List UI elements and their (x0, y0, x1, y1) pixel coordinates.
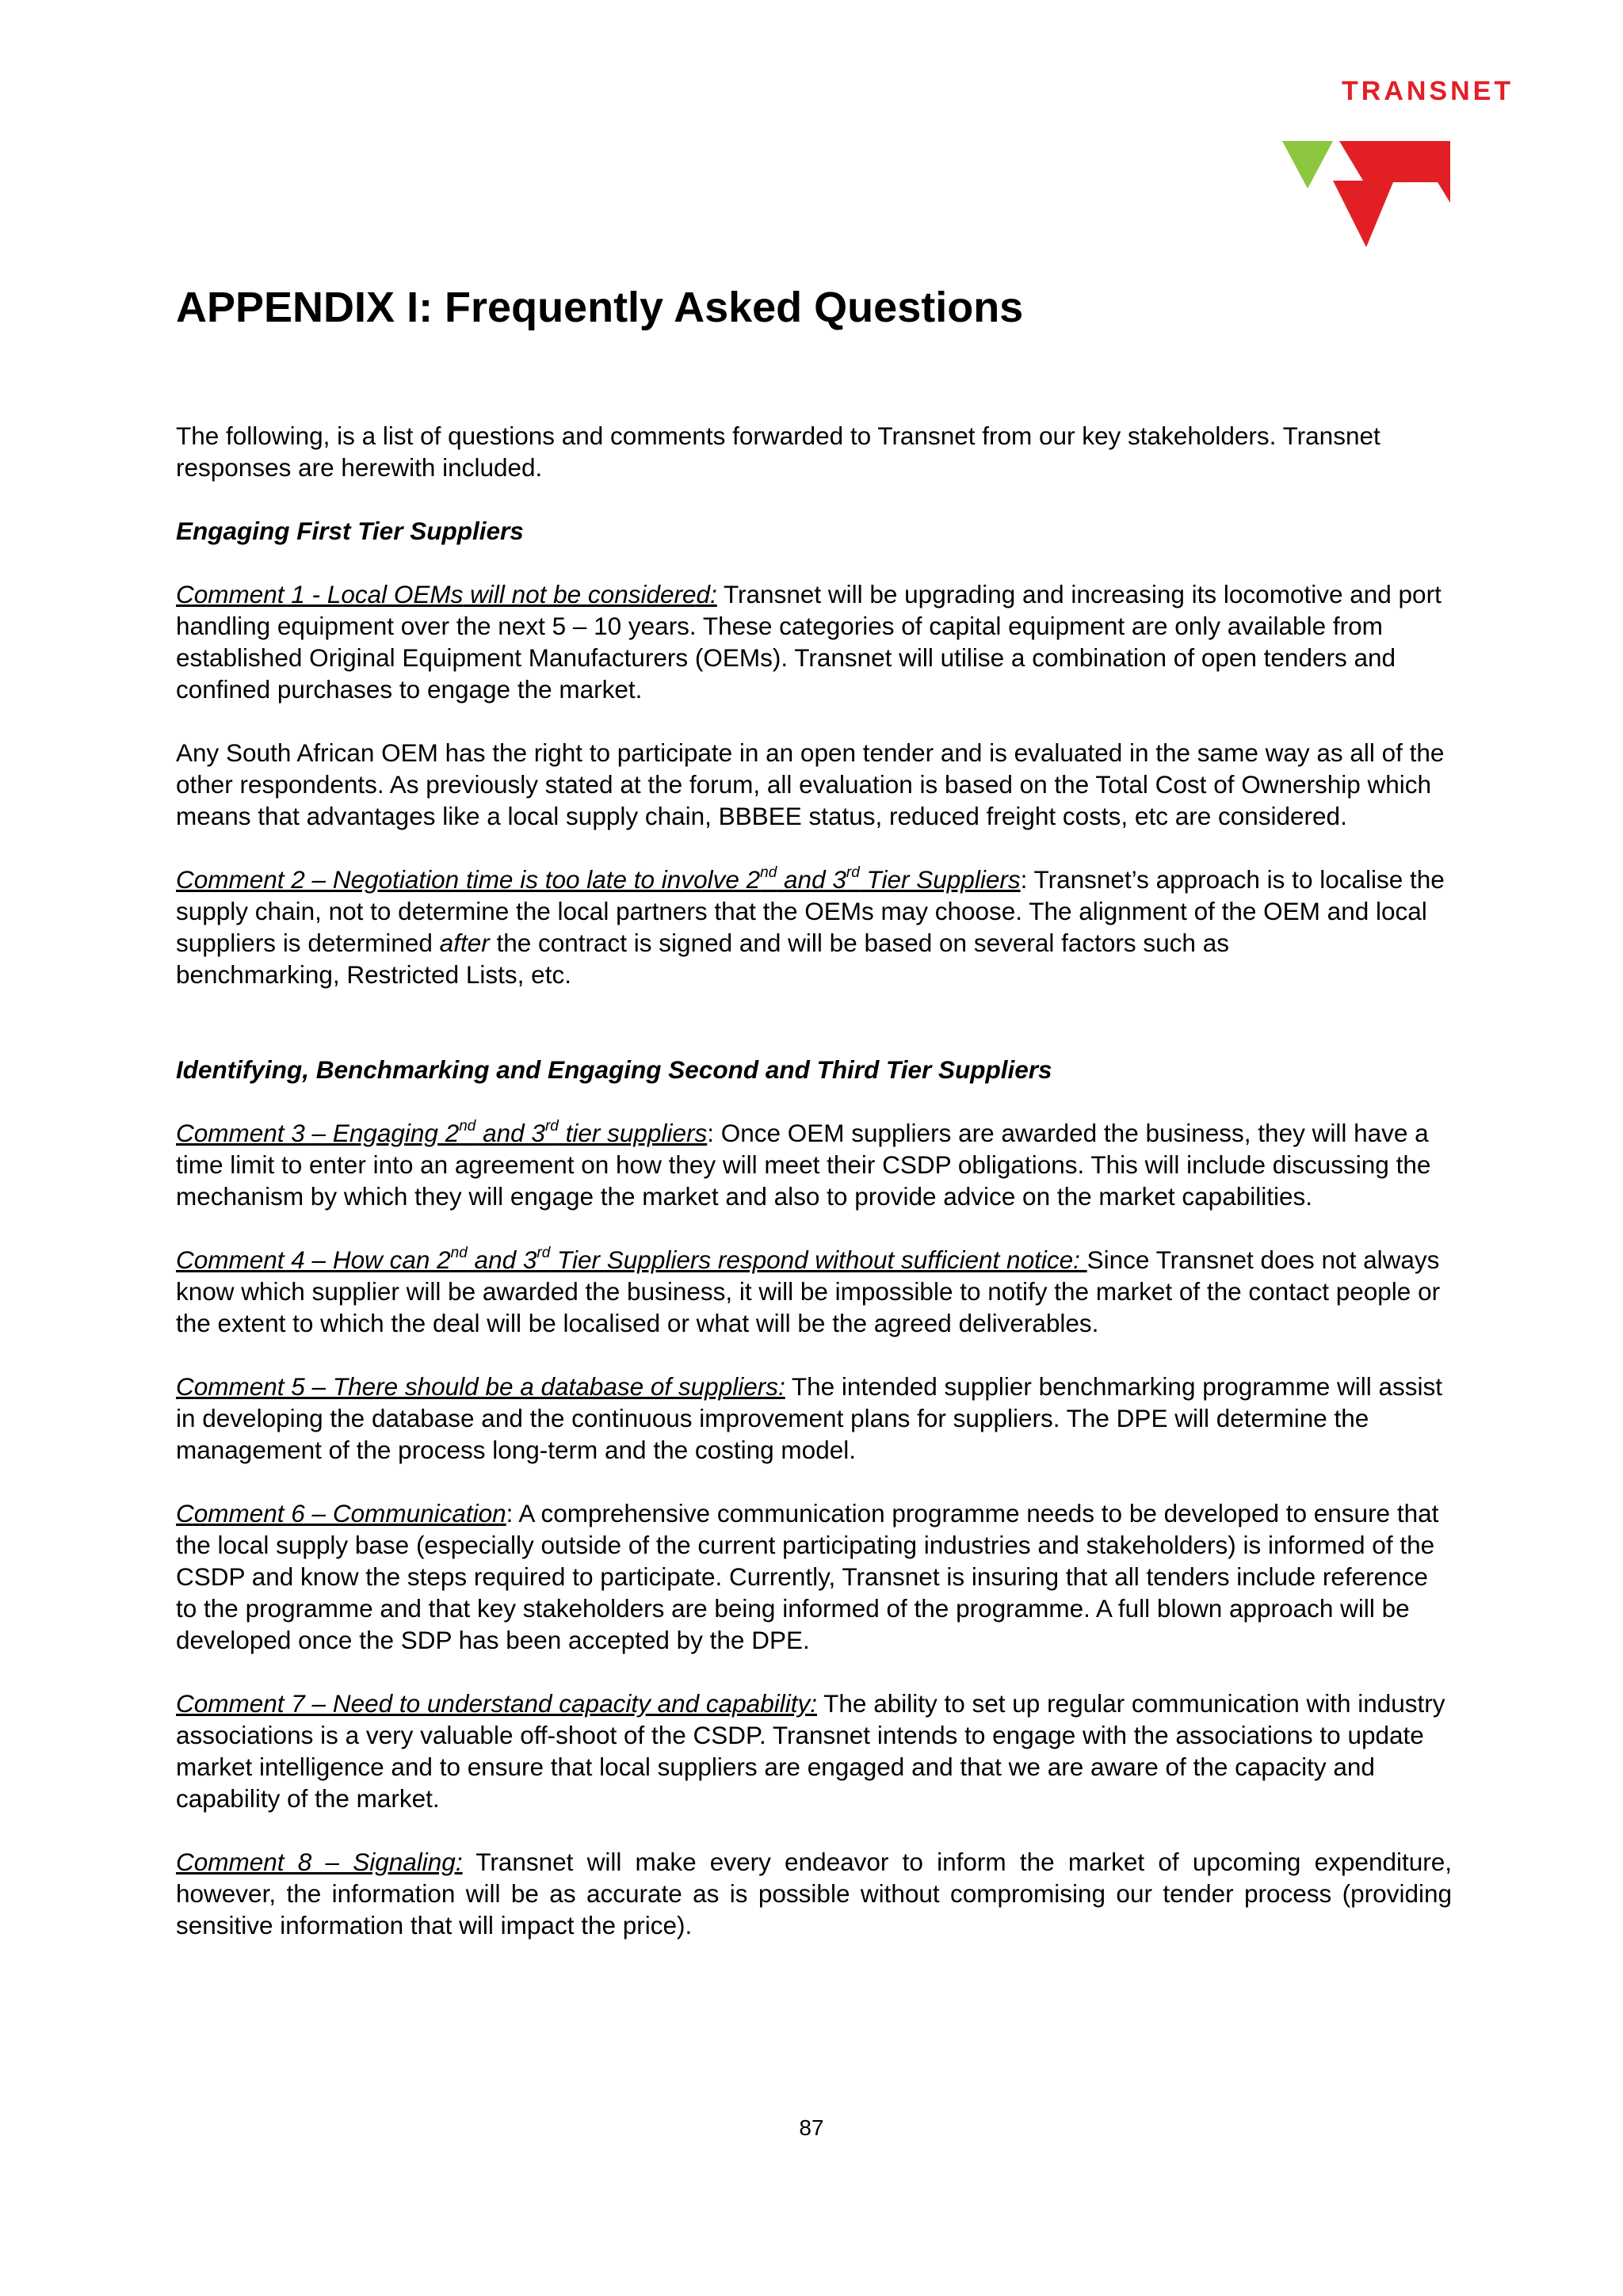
comment-8-text: Transnet will make every endeavor to inform the market of upcoming expenditure, however, the information will be as accurate as is possible without compromising our tender process (providing sensitive information that will impact the price). (176, 1848, 1453, 1939)
comment-3 (176, 1117, 1452, 1212)
comment-4-label (176, 1245, 1087, 1274)
comment-7-text: The ability to set up regular communication with industry associations is a very valuable off-shoot of the CSDP. Transnet intends to engage with the associations to update market intelligence and to ensure that local suppliers are engaged and that we are aware of the capacity and capability of the market. (176, 1689, 1445, 1813)
comment-2-text-b: the contract is signed and will be based on several factors such as (489, 929, 1229, 957)
intro-paragraph: The following, is a list of questions and comments forwarded to Transnet from our key stakeholders. Transnet responses are herewith included. (176, 421, 1381, 482)
comment-3-sup-a: nd (459, 1118, 476, 1135)
comment-6 (176, 1497, 1452, 1656)
comment-1-label: Comment 1 - Local OEMs will not be considered: (176, 580, 717, 608)
comment-2-label (176, 865, 1021, 894)
section-heading-first-tier: Engaging First Tier Suppliers (176, 517, 524, 545)
comment-3-label-b: and 3 (475, 1119, 545, 1147)
comment-7 (176, 1688, 1452, 1814)
comment-3-text: : Once OEM suppliers are awarded the business, they will have a time limit to enter into an agreement on how they will meet their CSDP obligations. This will include discussing the mechanism by which they will engage the market and also to provide advice on the market capabilities. (176, 1119, 1431, 1211)
comment-4-text: Since Transnet does not always know which supplier will be awarded the business, it will be impossible to notify the market of the contact people or the extent to which the deal will be localised or what will be the agreed deliverables. (176, 1245, 1441, 1337)
transnet-wordmark: TRANSNET (1342, 76, 1514, 106)
comment-2-label-a: Comment 2 – Negotiation time is too late to involve 2 (176, 865, 761, 894)
comment-2-emphasis: after (439, 929, 490, 957)
comment-3-label-c: tier suppliers (558, 1119, 708, 1147)
comment-8 (176, 1846, 1452, 1941)
logo-red-shape (1333, 141, 1450, 247)
comment-4 (176, 1244, 1452, 1339)
section-heading-second-third-tier: Identifying, Benchmarking and Engaging Second and Third Tier Suppliers (176, 1055, 1052, 1084)
comment-3-label-a: Comment 3 – Engaging 2 (176, 1119, 460, 1147)
comment-3-sup-b: rd (544, 1118, 559, 1135)
comment-6-text: : A comprehensive communication programme needs to be developed to ensure that the local supply base (especially outside of the current participating industries and stakeholders) is informed of the CSDP and know the steps required to participate. Currently, Transnet is insuring that all tenders include reference to the programme and that key stakeholders are being informed of the programme. A full blown approach will be developed once the SDP has been accepted by the DPE. (176, 1499, 1439, 1654)
main-content (176, 279, 1452, 1973)
comment-2-label-c: Tier Suppliers (859, 865, 1021, 894)
comment-4-sup-a: nd (450, 1245, 468, 1261)
logo-green-triangle (1282, 141, 1333, 189)
comment-2-sup-b: rd (846, 864, 860, 881)
page-title: APPENDIX I: Frequently Asked Questions (176, 284, 1024, 331)
comment-4-sup-b: rd (537, 1245, 551, 1261)
comment-4-label-a: Comment 4 – How can 2 (176, 1245, 451, 1274)
comment-7-label: Comment 7 – Need to understand capacity and capability: (176, 1689, 817, 1718)
comment-2-text-c: benchmarking, Restricted Lists, etc. (176, 960, 571, 989)
comment-1-paragraph-2: Any South African OEM has the right to participate in an open tender and is evaluated in the same way as all of the other respondents. As previously stated at the forum, all evaluation is based on the Total Cost of Ownership which means that advantages like a local supply chain, BBBEE status, reduced freight costs, etc are considered. (176, 738, 1445, 830)
comment-2 (176, 864, 1452, 990)
transnet-logo-mark-icon (1282, 138, 1453, 249)
comment-2-label-b: and 3 (777, 865, 846, 894)
comment-1-text: Transnet will be upgrading and increasing its locomotive and port handling equipment over the next 5 – 10 years. These categories of capital equipment are only available from established Original Equipment Manufacturers (OEMs). Transnet will utilise a combination of open tenders and confined purchases to engage the market. (176, 580, 1442, 704)
comment-2-text-a: : Transnet’s approach is to localise the supply chain, not to determine the local partners that the OEMs may choose. The alignment of the OEM and local suppliers is determined (176, 865, 1445, 957)
comment-1 (176, 578, 1452, 705)
comment-8-label: Comment 8 – Signaling: (176, 1848, 463, 1876)
spacer (176, 1022, 1452, 1054)
comment-5 (176, 1371, 1452, 1466)
comment-4-label-c: Tier Suppliers respond without sufficient notice: (550, 1245, 1087, 1274)
comment-4-label-b: and 3 (467, 1245, 537, 1274)
comment-6-label: Comment 6 – Communication (176, 1499, 506, 1527)
comment-3-label (176, 1119, 707, 1147)
comment-5-label: Comment 5 – There should be a database of suppliers: (176, 1372, 785, 1401)
comment-2-sup-a: nd (760, 864, 777, 881)
comment-5-text: The intended supplier benchmarking programme will assist in developing the database and the continuous improvement plans for suppliers. The DPE will determine the management of the process long-term and the costing model. (176, 1372, 1443, 1464)
page-number: 87 (799, 2115, 824, 2140)
